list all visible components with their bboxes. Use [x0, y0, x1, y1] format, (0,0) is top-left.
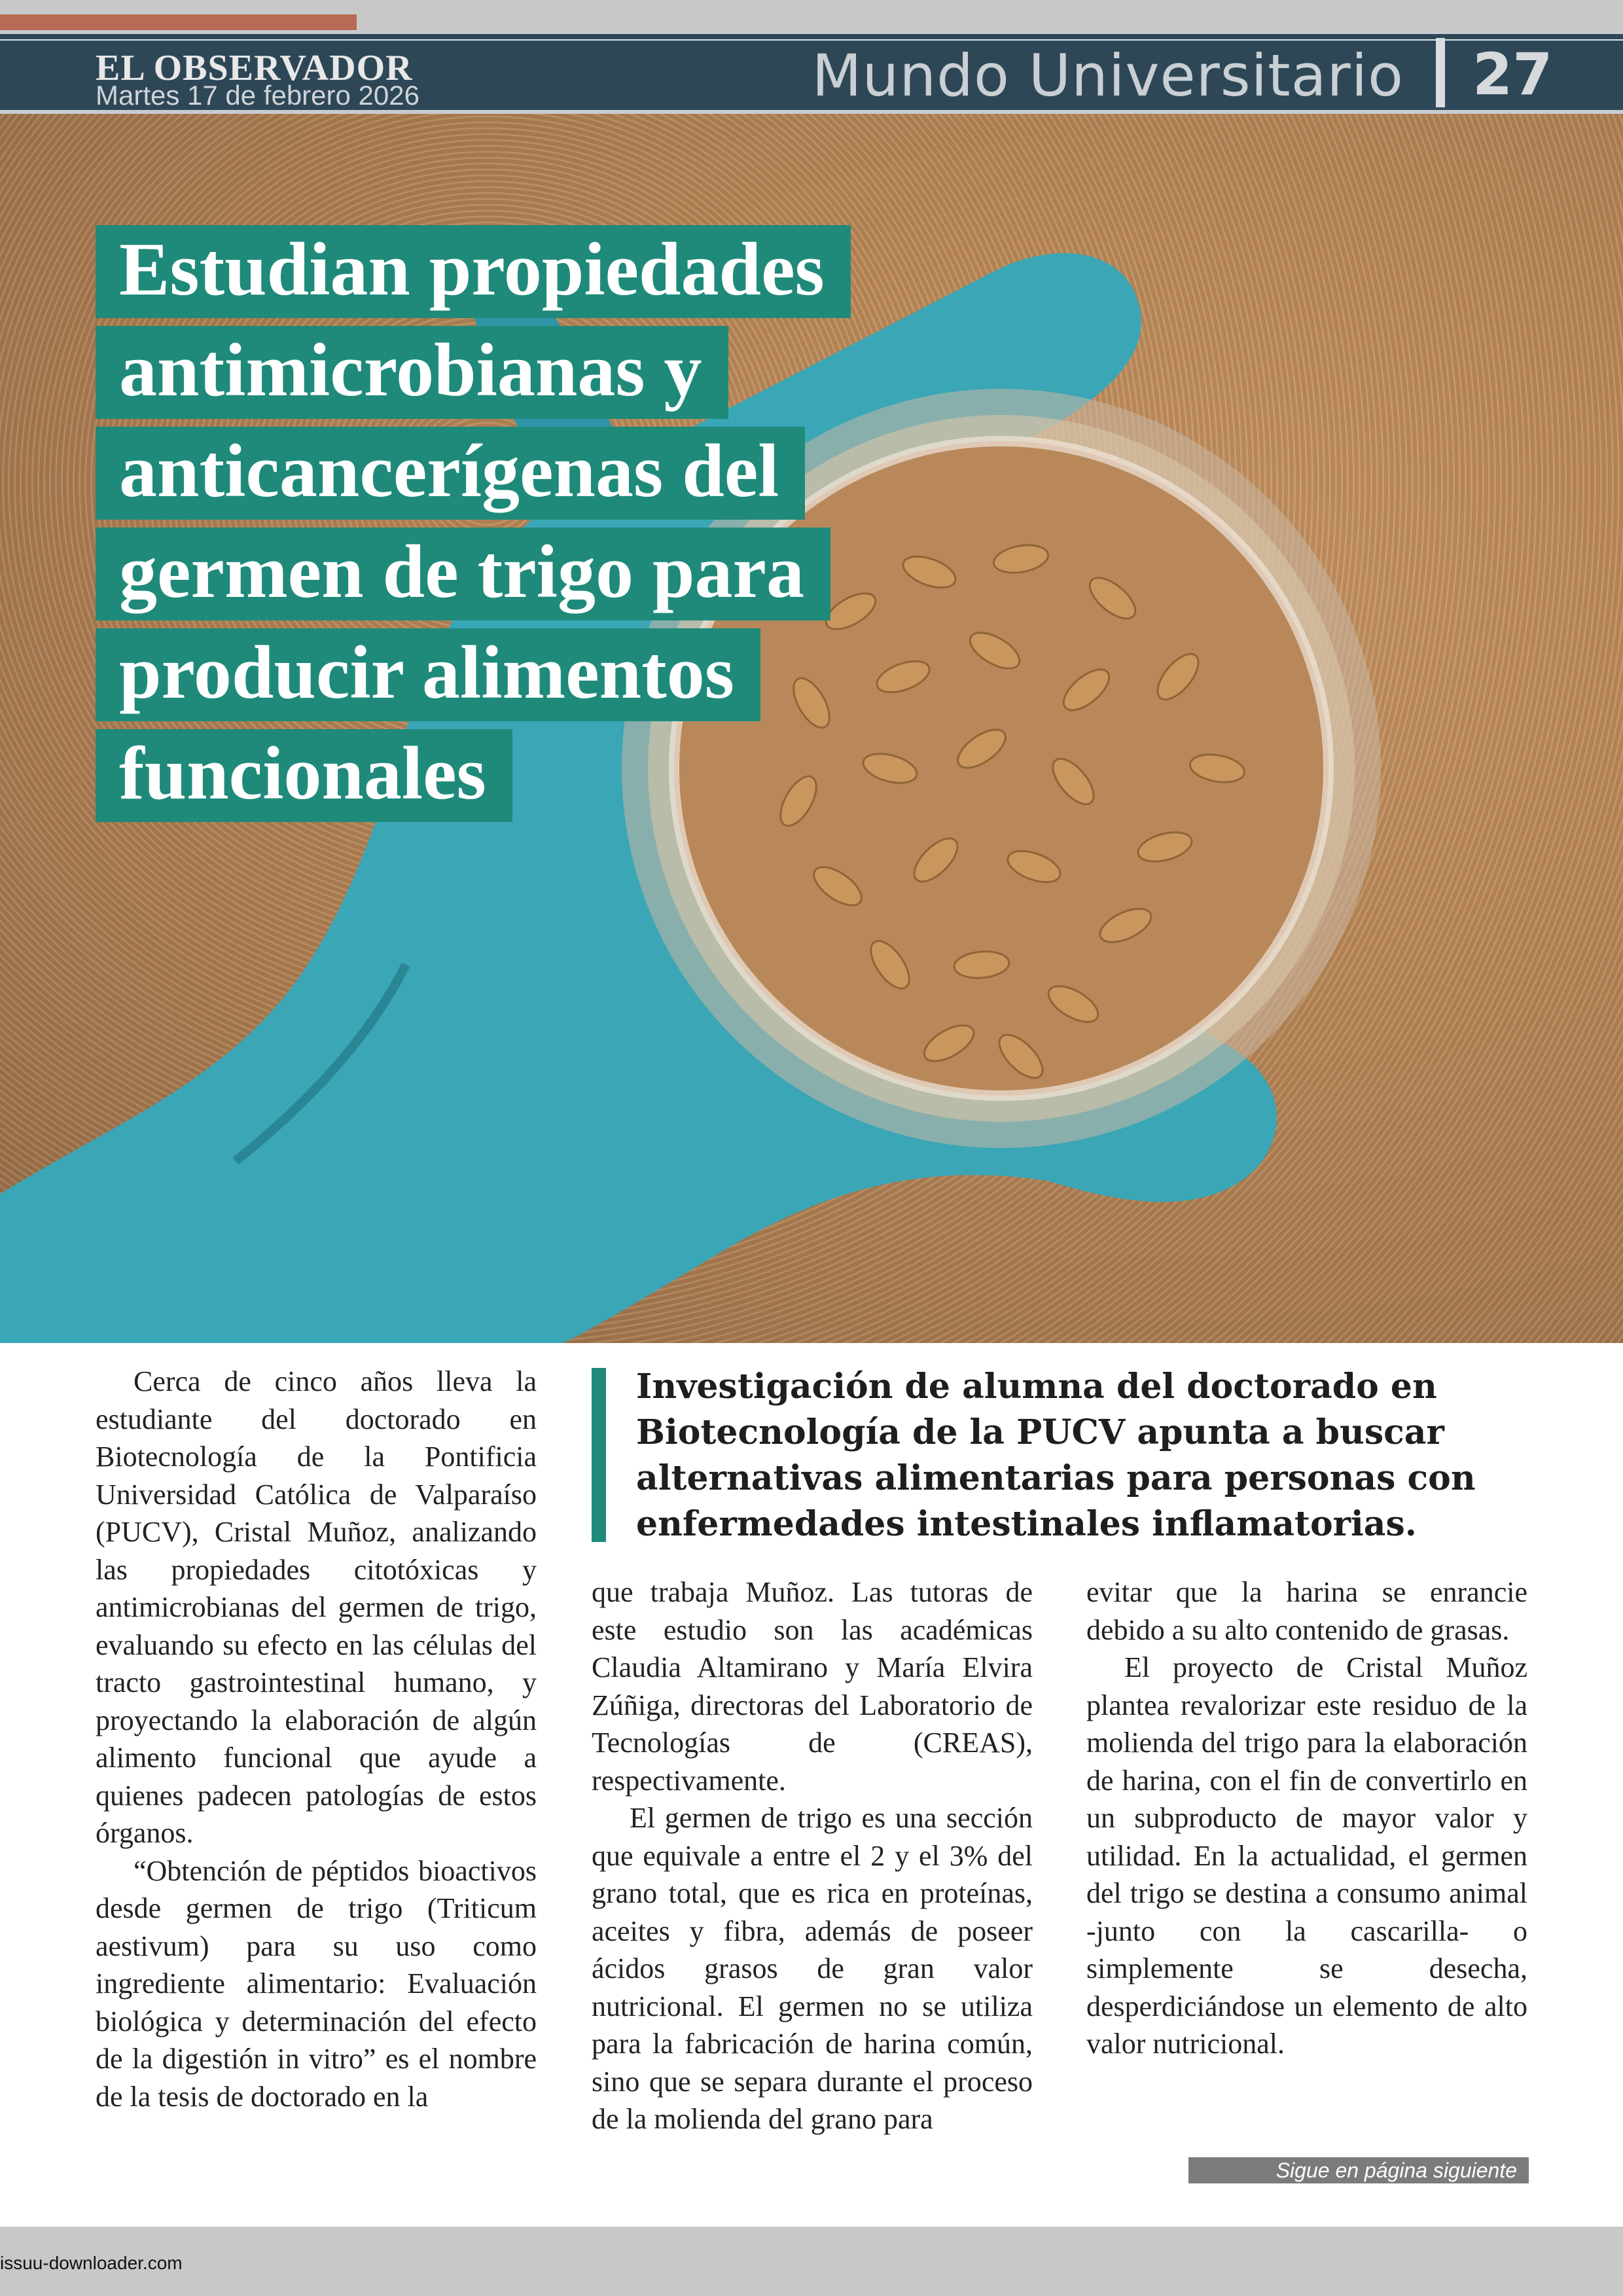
footer-source-text: issuu-downloader.com	[0, 2253, 183, 2273]
headline-line: antimicrobianas y	[96, 326, 728, 419]
continued-on-next-page-label: Sigue en página siguiente	[1188, 2157, 1529, 2183]
masthead-rule	[0, 39, 1623, 41]
top-accent-strip	[0, 14, 357, 30]
headline-line: Estudian propiedades	[96, 225, 851, 318]
body-column-3	[1086, 1573, 1527, 2063]
section-title: Mundo Universitario	[812, 42, 1404, 109]
footer-bar	[0, 2227, 1623, 2296]
section-separator	[1436, 38, 1445, 107]
body-paragraph: Cerca de cinco años lleva la estudiante del doctorado en Biotecnología de la Pontificia Universidad Católica de Valparaíso (PUCV), Cristal Muñoz, analizando las propiedades citotóxicas y antimicrobianas del germen de trigo, evaluando su efecto en las células del tracto gastrointestinal humano, y proyectando la elaboración de algún alimento funcional que ayude a quienes padecen patologías de estos órganos.	[96, 1365, 537, 1849]
feature-photo	[0, 114, 1623, 1343]
headline-line: producir alimentos	[96, 628, 760, 721]
body-paragraph: El germen de trigo es una sección que equivale a entre el 2 y el 3% del grano total, que es rica en proteínas, aceites y fibra, además de poseer ácidos grasos de gran valor nutricional. El germen no se utiliza para la fabricación de harina común, sino que se separa durante el proceso de la molienda del grano para	[592, 1802, 1033, 2135]
subheadline	[592, 1364, 1534, 1547]
body-column-2	[592, 1573, 1033, 2138]
subheadline-text: Investigación de alumna del doctorado en Biotecnología de la PUCV apunta a buscar alternativas alimentarias para personas con enfermedades intestinales inflamatorias.	[636, 1367, 1476, 1544]
page-number: 27	[1472, 41, 1553, 108]
subheadline-accent-bar	[592, 1368, 606, 1542]
body-paragraph: que trabaja Muñoz. Las tutoras de este estudio son las académicas Claudia Altamirano y María Elvira Zúñiga, directoras del Laboratorio de Tecnologías de (CREAS), respectivamente.	[592, 1576, 1033, 1797]
body-paragraph: evitar que la harina se enrancie debido a su alto contenido de grasas.	[1086, 1576, 1527, 1646]
newspaper-name: EL OBSERVADOR	[96, 48, 413, 88]
top-bar	[0, 0, 1623, 30]
headline	[96, 225, 851, 830]
body-column-1	[96, 1363, 537, 2115]
headline-line: germen de trigo para	[96, 528, 830, 620]
body-paragraph: El proyecto de Cristal Muñoz plantea revalorizar este residuo de la molienda del trigo para la elaboración de harina, con el fin de convertirlo en un subproducto de mayor valor y utilidad. En la actualidad, el germen del trigo se destina a consumo animal -junto con la cascarilla- o simplemente se desecha, desperdiciándose un elemento de alto valor nutricional.	[1086, 1651, 1527, 2060]
issue-date: Martes 17 de febrero 2026	[96, 80, 419, 111]
body-paragraph: “Obtención de péptidos bioactivos desde germen de trigo (Triticum aestivum) para su uso como ingrediente alimentario: Evaluación biológica y determinación del efecto de la digestión in vitro” es el nombre de la tesis de doctorado en la	[96, 1854, 537, 2113]
masthead	[0, 30, 1623, 114]
headline-line: funcionales	[96, 729, 512, 822]
headline-line: anticancerígenas del	[96, 427, 805, 520]
